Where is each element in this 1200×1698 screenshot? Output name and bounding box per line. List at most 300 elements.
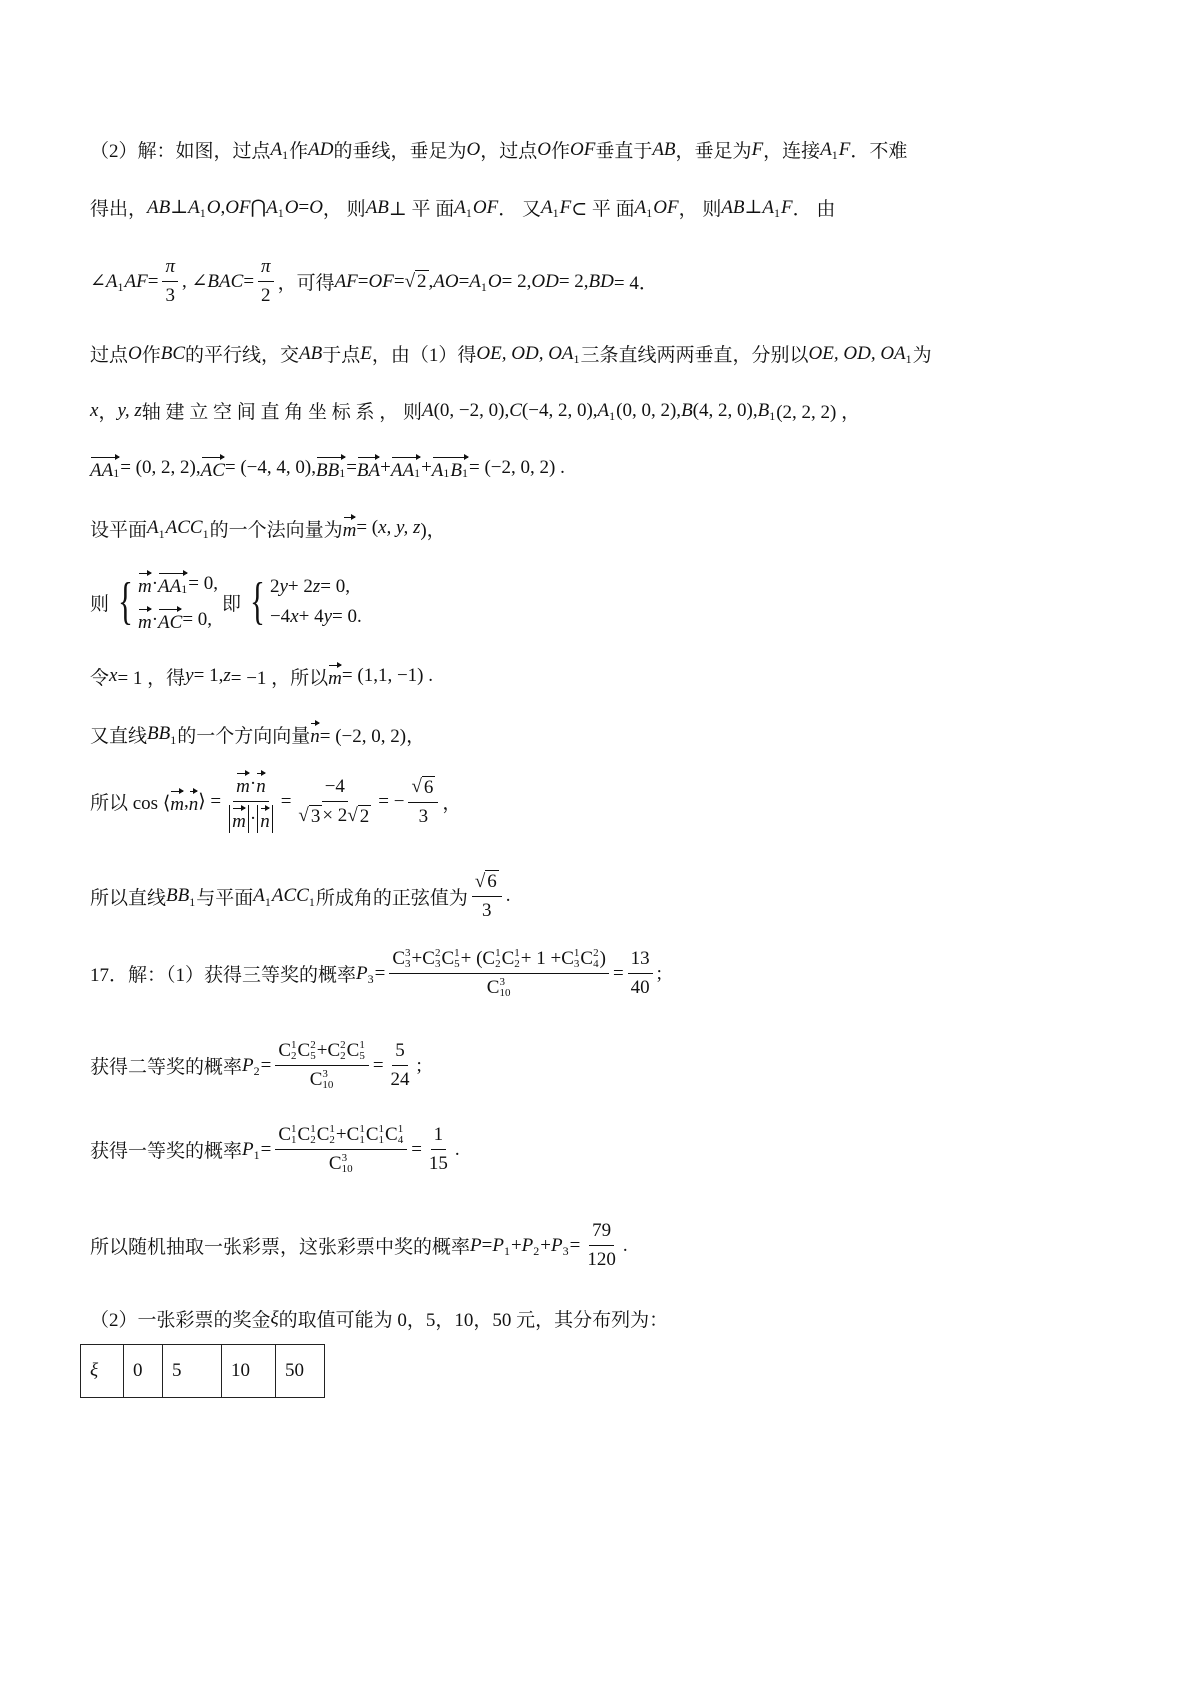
text: ⊥ 平 面 [388,199,455,220]
math-symbol: AB [299,342,323,364]
math-symbol: B [757,399,770,421]
absolute-value [229,805,249,833]
math-symbol: m [137,576,152,597]
text: + ( [460,948,483,969]
text: = 2, [501,270,532,292]
indices [291,1040,297,1062]
text: + [421,457,432,478]
text-line [90,397,860,424]
subscript: 1 [465,206,472,220]
subscript: 1 [573,352,580,366]
math-symbol: z [223,665,231,686]
text: ， [442,793,462,814]
fraction [472,870,502,922]
math-symbol: AC [158,612,183,633]
text: 79 [592,1220,612,1241]
combination-symbol: C [486,977,500,998]
text: = 1, [193,665,224,686]
math-symbol: A [469,270,481,292]
subscript: 1 [552,206,559,220]
text: 6 [423,776,434,798]
text: 17．解：（1）获得三等奖的概率 [90,965,357,986]
text: ⟩ = [198,791,222,812]
subscript: 1 [189,894,196,909]
superscript: 2 [593,947,599,959]
text: 2 [261,285,271,306]
math-symbol: C [509,399,522,421]
superscript: 1 [291,1039,297,1051]
numerator [233,770,269,802]
text: . [622,1234,628,1256]
vector [158,570,188,598]
text: + [411,948,423,969]
radicand [485,870,499,893]
numerator [389,948,609,974]
text: 3 [482,900,492,921]
math-symbol: n [188,793,199,815]
math-symbol: m [137,612,152,633]
numerator [275,1040,368,1066]
text: = [411,1138,422,1160]
text-line [90,340,932,367]
combination [347,1124,366,1146]
combination-symbol: C [346,1124,360,1145]
text: · [249,808,257,829]
superscript: 2 [310,1039,316,1051]
numerator [258,256,274,282]
subscript: 2 [340,1050,346,1062]
vector [170,788,184,816]
text: （2）解：如图，过点 [90,141,271,162]
text: + [380,457,391,478]
subscript: 2 [514,958,520,970]
vector [260,805,270,833]
combination-symbol: C [392,948,406,969]
math-symbol: AO [433,270,459,292]
combination-symbol: C [297,1124,311,1145]
text: = [372,1054,384,1076]
numerator [408,776,438,803]
system-rows [138,570,218,634]
combination-symbol: C [309,1069,323,1090]
indices [291,1124,297,1146]
combination [561,948,580,970]
vector [432,454,469,482]
subscript: 3 [573,958,580,970]
text: = 4． [613,273,658,294]
math-symbol: O [537,138,551,160]
text: (0, 0, 2), [616,399,682,421]
text: , [428,270,434,292]
system-row [138,570,218,598]
subscript: 5 [359,1050,365,1062]
text: ， 则 [678,199,722,220]
equation-system [113,570,218,634]
numerator [628,948,653,974]
text: 即 [221,593,241,615]
math-symbol: P [521,1234,534,1256]
text: × 2 [322,805,348,826]
subscript: 10 [499,987,511,999]
math-symbol: A [454,196,466,218]
math-symbol: P [551,1234,563,1256]
math-symbol: A [762,196,775,218]
math-symbol: A [270,138,283,160]
math-symbol: OE, OD, OA [808,342,906,364]
subscript: 1 [264,894,271,909]
vector [232,805,246,833]
subscript: 1 [905,352,912,366]
text: = [374,962,386,984]
math-symbol: ACC [271,885,309,906]
denominator [162,282,178,307]
text: = (−2, 0, 2)， [319,725,426,747]
math-symbol: F [781,196,793,218]
square-root [405,270,429,293]
indices [329,1124,335,1146]
text: 设平面 [90,519,148,541]
text: 得出， [90,199,148,220]
math-symbol: m [342,520,357,541]
fraction [408,776,438,828]
system-row [270,606,362,628]
combination-symbol: C [561,948,574,969]
text: ⊂ 平 面 [571,199,635,220]
radical-sign: √ [347,805,358,826]
denominator [388,1066,413,1091]
subscript: 1 [378,1134,384,1146]
combination-symbol: C [278,1124,292,1145]
text: ; [416,1054,422,1076]
indices [435,948,441,970]
radicand [358,805,372,828]
text: = − [378,790,405,812]
combination [441,948,460,970]
combination-symbol: C [501,948,515,969]
text: = −1 ，所以 [230,667,329,689]
math-symbol: y [323,606,333,627]
text: 与平面 [196,887,254,909]
text: 3 [310,805,321,827]
indices [340,1040,346,1062]
text: 所以 cos ⟨ [90,793,171,814]
text: + [540,1234,551,1256]
square-root [298,805,322,828]
numerator [472,870,502,897]
text: . [505,885,511,906]
math-symbol: B [681,399,693,421]
subscript: 1 [308,894,315,909]
subscript: 1 [503,1244,510,1258]
text: 作 [289,141,309,162]
fraction [584,1220,619,1271]
combination [329,1153,354,1175]
subscript: 1 [291,1134,297,1146]
text: 2 [417,271,427,292]
text: = 0, [182,609,213,630]
text: 获得二等奖的概率 [90,1057,243,1078]
combination-symbol: C [482,948,496,969]
combination [422,948,441,970]
subscript: 1 [646,206,653,220]
denominator [326,1150,357,1175]
math-symbol: z [312,576,321,597]
text: ， [98,402,118,423]
text: = [393,270,405,292]
combination-symbol: C [580,948,594,969]
math-symbol: O [206,196,221,218]
math-symbol: A [597,399,610,421]
subscript: 1 [462,466,468,480]
text: + 4 [298,606,324,627]
superscript: 1 [329,1123,335,1135]
subscript: 5 [454,958,460,970]
text: ，过点 [480,141,538,162]
table-cell: 5 [163,1345,222,1398]
denominator [628,974,653,999]
vector [189,788,199,816]
math-symbol: A [253,885,265,906]
math-symbol: m [170,793,184,815]
denominator [295,802,374,828]
text: 为 [912,345,932,366]
text: ，由（1）得 [371,345,477,366]
text: 作 [141,345,161,366]
superscript: 1 [397,1123,404,1135]
text: = 0, [320,576,350,597]
text: 2 [269,576,280,597]
subscript: 10 [322,1079,334,1091]
math-symbol: O [487,270,502,292]
math-symbol: OF [569,138,596,160]
numerator [392,1040,408,1066]
math-symbol: A [147,517,159,538]
superscript: 2 [340,1039,346,1051]
combination [487,977,512,999]
subscript: 1 [170,732,177,747]
numerator [162,256,178,282]
text: ． 由 [792,199,836,220]
combination [317,1124,336,1146]
text: （2）一张彩票的奖金 [90,1310,271,1331]
text: = (1,1, −1) . [341,665,433,686]
math-symbol: A [540,196,553,218]
math-symbol: E [360,342,372,364]
indices [310,1040,316,1062]
math-symbol: P [470,1234,482,1256]
subscript: 1 [277,206,284,220]
combination-symbol: C [278,1040,292,1061]
text-line [90,870,511,922]
text: = [569,1234,581,1256]
text: 40 [630,977,650,998]
math-symbol: A [634,196,647,218]
combination [298,1124,317,1146]
text: ，连接 [763,141,821,162]
text: = [280,790,292,812]
system-rows [270,576,362,628]
subscript: 2 [533,1244,540,1258]
superscript: 1 [291,1123,297,1135]
vector [138,606,152,634]
fraction [275,1040,368,1091]
text: (0, −2, 0), [433,399,510,421]
vector [357,454,380,482]
math-symbol: y [279,576,288,597]
combination [347,1040,366,1062]
text: = [458,270,470,292]
text: = 2, [558,270,589,292]
equation-system [245,573,362,630]
text: ，垂足为 [675,141,752,162]
math-symbol: m [328,668,342,689]
denominator [426,1150,451,1175]
vector [236,770,250,798]
math-symbol: m [236,776,250,797]
combination [327,1040,346,1062]
math-symbol: x [90,399,99,421]
math-symbol: AB [365,196,389,218]
indices [593,948,599,970]
radical-sign: √ [474,870,486,892]
text-line [90,136,907,163]
text: )， [420,519,446,541]
indices [405,948,411,970]
math-symbol: P [356,962,368,984]
subscript: 1 [199,206,206,220]
math-symbol: A [188,196,200,218]
math-symbol: AA [390,460,415,481]
math-symbol: AA [158,576,182,597]
text: ) [599,948,606,969]
vector [201,454,225,482]
subscript: 4 [593,958,599,970]
text: = [346,457,357,478]
subscript: 2 [253,1064,260,1078]
math-symbol: n [260,811,270,832]
text: = [147,270,159,292]
text: · [249,773,257,794]
fraction [275,1124,407,1175]
superscript: 1 [495,947,501,959]
math-symbol: OE, OD, OA [476,342,574,364]
text: ⊥ [170,197,189,218]
math-symbol: BB [166,885,190,906]
text: 则 [90,593,110,615]
text: 所以直线 [90,887,167,909]
text: 24 [390,1069,410,1090]
text: ，可得 [277,273,335,294]
square-root [411,776,435,799]
math-symbol: AF [124,270,148,292]
combination [392,948,411,970]
superscript: 3 [405,947,411,959]
superscript: 3 [322,1068,328,1080]
indices [398,1124,404,1146]
vector [158,606,182,634]
subscript: 1 [113,466,120,480]
text: 3 [418,805,429,827]
text: (2, 2, 2) ， [776,402,861,423]
math-symbol: BB [147,723,171,744]
text-line [90,1220,628,1271]
denominator [258,282,274,307]
text: ， 则 [322,199,366,220]
text: = [243,270,255,292]
table-row [81,1345,325,1398]
math-symbol: O [309,196,323,218]
distribution-table [80,1344,325,1398]
text: , ∠ [182,271,208,292]
math-symbol: n [256,776,266,797]
text: = 0. [332,606,362,627]
subscript: 1 [181,582,188,596]
combination-symbol: C [441,948,455,969]
text: 于点 [322,345,361,366]
math-symbol: x [290,606,299,627]
text: ⋂ [250,197,267,218]
fraction [258,256,274,307]
text: . [454,1138,460,1160]
math-symbol: ACC [165,517,203,538]
text-line [90,194,835,221]
square-root [347,805,371,828]
math-symbol: π [261,256,271,277]
math-symbol: AB [652,138,676,160]
text: = [612,962,624,984]
denominator [584,1246,619,1271]
indices [499,977,510,999]
subscript: 5 [310,1050,316,1062]
math-symbol: B [450,460,462,481]
text: ⊥ [744,197,763,218]
indices [322,1069,333,1091]
text: 1 [433,1124,444,1145]
text-line [90,1040,422,1091]
math-symbol: BB [315,460,340,481]
numerator [589,1220,614,1246]
math-symbol: BA [356,460,381,481]
text: ．不难 [850,141,908,162]
subscript: 2 [495,958,501,970]
fraction [426,1124,451,1175]
superscript: 1 [359,1123,365,1135]
text: 所成角的正弦值为 [315,887,468,909]
radical-sign: √ [404,270,415,292]
combination [580,948,599,970]
text: (4, 2, 0), [692,399,758,421]
table-cell: 0 [124,1345,163,1398]
combination-symbol: C [316,1124,330,1145]
text: + 1 + [520,948,562,969]
math-symbol: A [820,138,832,160]
math-symbol: OF [225,196,251,218]
text: = [481,1234,493,1256]
math-symbol: BC [160,342,186,364]
text: = (0, 2, 2), [120,457,201,478]
subscript: 1 [443,466,450,480]
combination [278,1124,297,1146]
text-line [90,256,658,307]
math-symbol: P [242,1054,254,1076]
system-row [138,606,218,634]
combination-symbol: C [327,1040,341,1061]
math-symbol: x [109,665,118,686]
superscript: 1 [378,1123,384,1135]
text: −4 [269,606,291,627]
text: 的平行线，交 [185,345,300,366]
superscript: 3 [499,976,505,988]
